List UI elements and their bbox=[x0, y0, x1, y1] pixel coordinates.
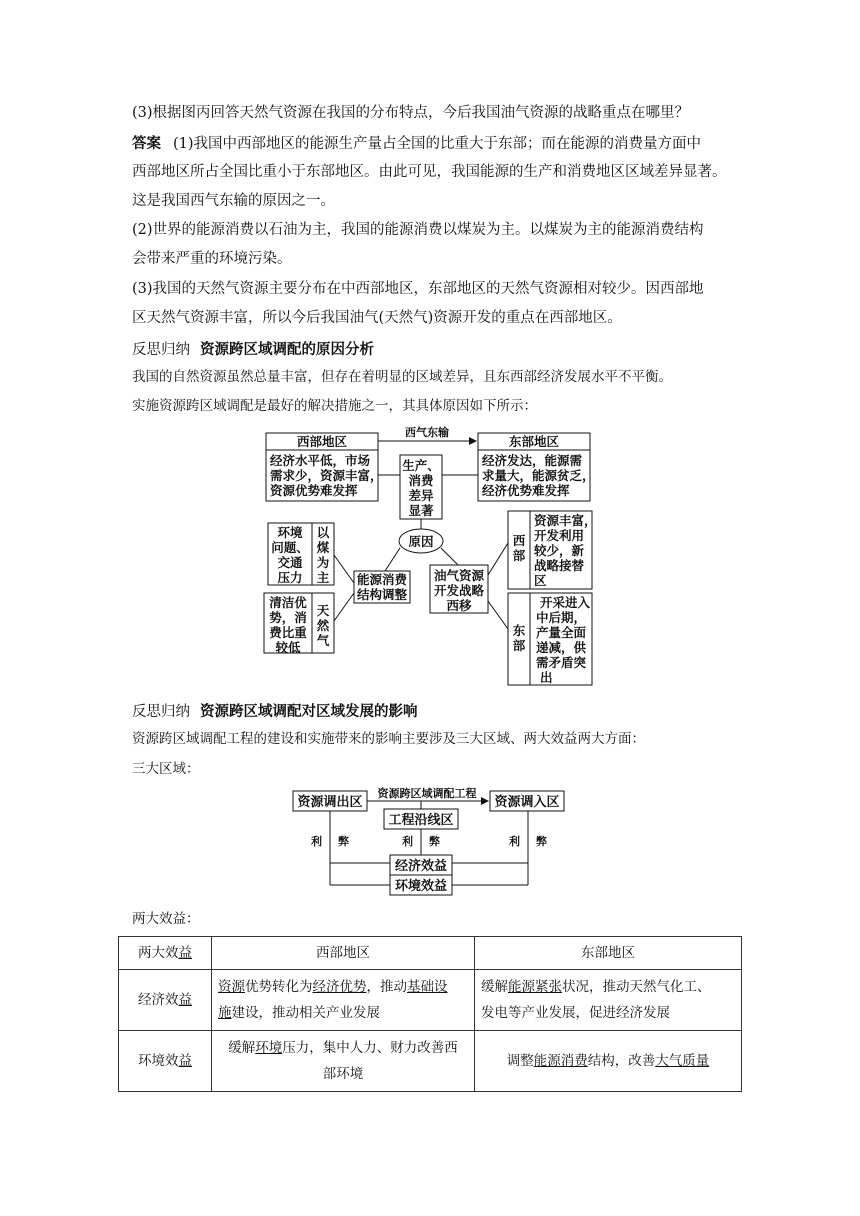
three-regions-diagram bbox=[0, 785, 860, 900]
bi-label: 弊 bbox=[338, 835, 349, 848]
gas-text: 气 bbox=[316, 633, 330, 648]
table-cell: 资源优势转化为经济优势，推动基础设 施建设，推动相关产业发展 bbox=[212, 970, 475, 1031]
answer-line: 这是我国西气东输的原因之一。 bbox=[132, 193, 335, 209]
dong-desc: 出 bbox=[540, 670, 553, 685]
coal-text: 煤 bbox=[316, 540, 330, 555]
answer-line bbox=[132, 134, 744, 154]
coal-text: 以 bbox=[316, 525, 330, 540]
answer-line: 会带来严重的环境污染。 bbox=[132, 251, 292, 267]
table-header-row bbox=[119, 937, 742, 970]
project-label: 资源跨区域调配工程 bbox=[377, 787, 477, 800]
table-cell: 缓解环境压力，集中人力、财力改善西 部环境 bbox=[212, 1031, 475, 1092]
benefits-table bbox=[118, 936, 742, 1092]
oil-text: 西移 bbox=[446, 598, 472, 613]
answer-label: 答案 bbox=[132, 135, 161, 152]
answer-text: (1)我国中西部地区的能源生产量占全国的比重大于东部；而在能源的消费量方面中 bbox=[173, 136, 702, 152]
econ-benefit: 经济效益 bbox=[394, 859, 448, 874]
env-text: 环境 bbox=[277, 525, 303, 540]
question-3: (3)根据图丙回答天然气资源在我国的分布特点，今后我国油气资源的战略重点在哪里？ bbox=[132, 105, 690, 121]
paragraph: 实施资源跨区域调配是最好的解决措施之一，其具体原因如下所示： bbox=[132, 398, 537, 414]
table-header: 东部地区 bbox=[475, 937, 742, 970]
row-label: 经济效益 bbox=[119, 970, 212, 1031]
dong-label: 部 bbox=[512, 638, 526, 653]
table-cell: 调整能源消费结构，改善大气质量 bbox=[475, 1031, 742, 1092]
dong-desc: 递减，供 bbox=[536, 640, 587, 655]
xi-desc: 资源丰富， bbox=[534, 513, 597, 528]
paragraph: 我国的自然资源虽然总量丰富，但存在着明显的区域差异，且东西部经济发展水平不平衡。 bbox=[132, 369, 672, 385]
west-title: 西部地区 bbox=[296, 434, 348, 449]
arrow-label: 西气东输 bbox=[405, 426, 449, 439]
oil-text: 油气资源 bbox=[433, 568, 485, 583]
dong-desc: 产量全面 bbox=[536, 625, 587, 640]
paragraph: 资源跨区域调配工程的建设和实施带来的影响主要涉及三大区域、两大效益两大方面： bbox=[132, 731, 645, 747]
clean-text: 费比重 bbox=[269, 625, 307, 640]
table-row bbox=[119, 970, 742, 1031]
dong-label: 东 bbox=[512, 623, 526, 638]
east-desc: 经济发达，能源需 bbox=[482, 453, 583, 468]
west-desc: 需求少，资源丰富， bbox=[270, 468, 383, 483]
center-text: 差异 bbox=[408, 488, 434, 503]
clean-text: 势，消 bbox=[269, 610, 307, 625]
li-label: 利 bbox=[509, 835, 520, 848]
answer-line: (2)世界的能源消费以石油为主，我国的能源消费以煤炭为主。以煤炭为主的能源消费结构 bbox=[132, 222, 704, 238]
cause-diagram bbox=[0, 425, 860, 695]
dong-desc: 中后期， bbox=[536, 610, 587, 625]
li-label: 利 bbox=[402, 835, 413, 848]
bi-label: 弊 bbox=[429, 835, 440, 848]
xi-desc: 战略接替 bbox=[534, 558, 585, 573]
section-heading bbox=[132, 700, 418, 721]
gas-text: 然 bbox=[316, 618, 330, 633]
table-row bbox=[119, 1031, 742, 1092]
env-text: 交通 bbox=[277, 555, 303, 570]
section-tag: 反思归纳 bbox=[132, 342, 190, 358]
in-region: 资源调入区 bbox=[494, 795, 560, 810]
section-title: 资源跨区域调配对区域发展的影响 bbox=[200, 703, 418, 720]
paragraph: 三大区域： bbox=[132, 761, 200, 777]
center-text: 显著 bbox=[408, 503, 434, 518]
answer-line: 区天然气资源丰富，所以今后我国油气(天然气)资源开发的重点在西部地区。 bbox=[132, 310, 622, 326]
answer-line: 西部地区所占全国比重小于东部地区。由此可见，我国能源的生产和消费地区区域差异显著。 bbox=[132, 164, 727, 180]
env-benefit: 环境效益 bbox=[394, 879, 448, 894]
center-text: 生产、 bbox=[402, 458, 440, 473]
table-cell: 缓解能源紧张状况，推动天然气化工、 发电等产业发展，促进经济发展 bbox=[475, 970, 742, 1031]
env-text: 问题、 bbox=[271, 540, 309, 555]
xi-label: 西 bbox=[512, 533, 526, 548]
paragraph: 两大效益： bbox=[132, 911, 200, 927]
east-title: 东部地区 bbox=[508, 434, 560, 449]
bi-label: 弊 bbox=[536, 835, 547, 848]
answer-line: (3)我国的天然气资源主要分布在中西部地区，东部地区的天然气资源相对较少。因西部地 bbox=[132, 281, 704, 297]
coal-text: 主 bbox=[316, 570, 330, 585]
adjust-text: 能源消费 bbox=[356, 572, 408, 587]
env-text: 压力 bbox=[277, 570, 303, 585]
center-text: 消费 bbox=[408, 473, 434, 488]
east-desc: 求量大，能源贫乏， bbox=[482, 468, 595, 483]
section-heading bbox=[132, 338, 374, 359]
section-tag: 反思归纳 bbox=[132, 704, 190, 720]
li-label: 利 bbox=[311, 835, 322, 848]
oil-text: 开发战略 bbox=[433, 583, 485, 598]
clean-text: 较低 bbox=[275, 640, 301, 655]
row-label: 环境效益 bbox=[119, 1031, 212, 1092]
xi-desc: 区 bbox=[534, 573, 547, 588]
adjust-text: 结构调整 bbox=[356, 587, 408, 602]
dong-desc: 开采进入 bbox=[540, 595, 591, 610]
east-desc: 经济优势难发挥 bbox=[482, 483, 570, 498]
cause-label: 原因 bbox=[408, 534, 434, 549]
clean-text: 清洁优 bbox=[269, 595, 307, 610]
table-header: 两大效益 bbox=[119, 937, 212, 970]
xi-label: 部 bbox=[512, 548, 526, 563]
coal-text: 为 bbox=[316, 555, 330, 570]
section-title: 资源跨区域调配的原因分析 bbox=[200, 341, 374, 358]
dong-desc: 需矛盾突 bbox=[536, 655, 587, 670]
xi-desc: 较少，新 bbox=[534, 543, 585, 558]
along-region: 工程沿线区 bbox=[388, 813, 454, 828]
gas-text: 天 bbox=[316, 603, 330, 618]
table-header: 西部地区 bbox=[212, 937, 475, 970]
west-desc: 经济水平低，市场 bbox=[270, 453, 371, 468]
west-desc: 资源优势难发挥 bbox=[270, 483, 358, 498]
xi-desc: 开发利用 bbox=[534, 528, 585, 543]
out-region: 资源调出区 bbox=[297, 795, 363, 810]
